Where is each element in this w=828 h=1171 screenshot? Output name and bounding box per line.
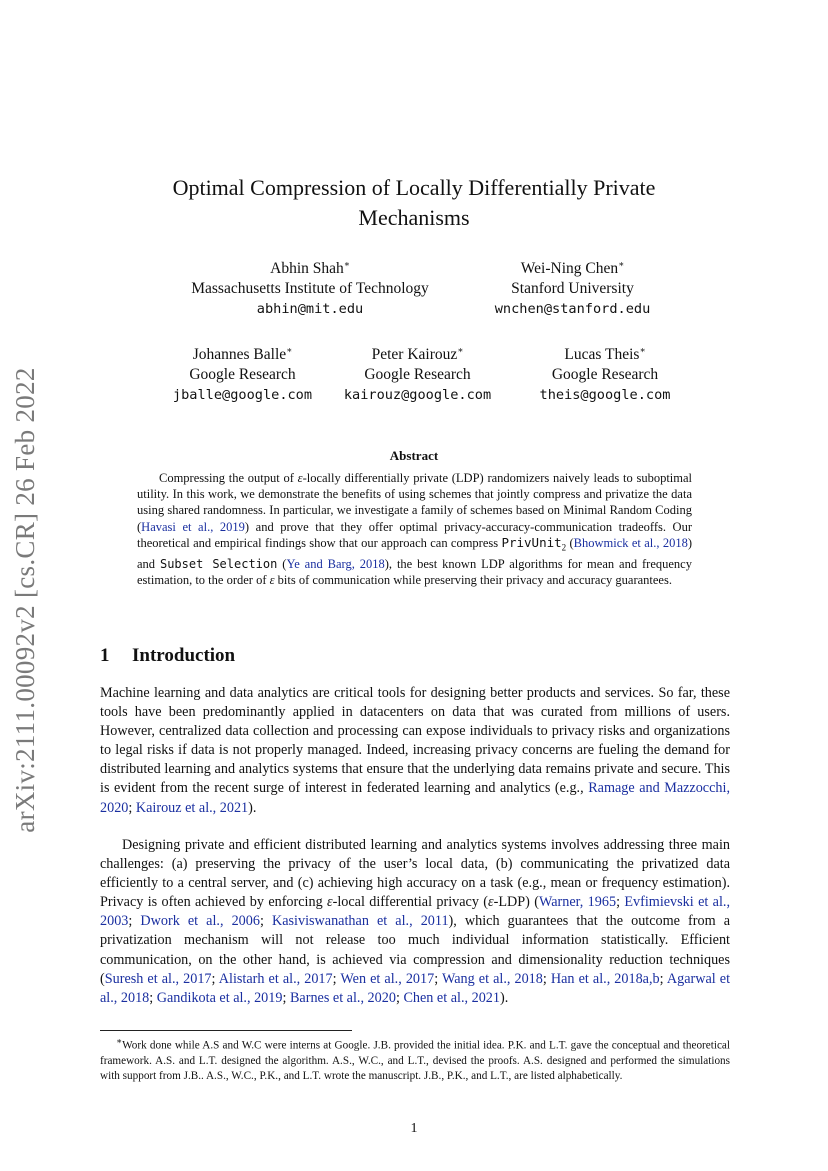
abstract-text: Compressing the output of [159, 471, 298, 485]
section-heading [100, 645, 235, 667]
citation-link[interactable]: Suresh et al., 2017 [104, 970, 212, 987]
citation-link[interactable]: Kairouz et al., 2021 [135, 799, 249, 816]
author-block [470, 254, 675, 319]
epsilon-symbol: ε [269, 572, 275, 587]
author-email[interactable]: kairouz@google.com [343, 387, 492, 404]
body-text: Machine learning and data analytics are critical tools for designing better products and services. So far, these tools have been predominantly applied in datacenters on data that was curated from millions of users. However, centralized data collection and processing can expose individuals to privacy risks and organizations to legal risks if data is not properly managed. Indeed, increasing privacy concerns are fueling the demand for distributed learning and analytics systems that ensure that the underlying data remains private and secure. This is evident from the recent surge of interest in federated learning and analytics (e.g., [100, 685, 730, 797]
body-text: ), which guarantees that the outcome from a privatization mechanism will not release too much individual information statistically. Efficient communication, on the other hand, is achieved via compression and dimensionality reduction techniques ( [100, 913, 730, 987]
citation-separator: ; [149, 989, 157, 1006]
body-paragraph [100, 684, 730, 818]
section-title: Introduction [132, 645, 236, 666]
body-text: -local differential privacy ( [332, 894, 489, 911]
author-mark: ∗ [286, 345, 293, 355]
abstract-text: ) and prove that they offer optimal privacy-accuracy-communication tradeoffs. Our theoretical and empirical findings show that our approach can compress [137, 519, 692, 550]
citation-separator: ; [128, 799, 136, 816]
citation-link[interactable]: Kasiviswanathan et al., 2011 [271, 913, 449, 930]
abstract-text: ) and [137, 535, 692, 571]
author-block [160, 254, 460, 319]
paper-title: Optimal Compression of Locally Differentially Private Mechanisms [172, 175, 656, 230]
author-affiliation: Google Research [551, 366, 659, 384]
author-affiliation: Google Research [364, 366, 471, 384]
author-mark: ∗ [457, 345, 464, 355]
author-email[interactable]: wnchen@stanford.edu [494, 301, 651, 318]
abstract-text: bits of communication while preserving their privacy and accuracy guarantees. [274, 572, 672, 587]
footnote-text: Work done while A.S and W.C were interns at Google. J.B. provided the initial idea. P.K. and L.T. gave the conceptual and theoretical framework. A.S. and L.T. designed the algorithm. A.S., W.C., and L.T., devised the proofs. A.S. designed and performed the simulations with support from J.B.. A.S., W.C., P.K., and L.T. wrote the manuscript. J.B., P.K., and L.T., are listed alphabetically. [100, 1039, 730, 1083]
citation-separator: ; [259, 913, 272, 930]
footnote [100, 1034, 730, 1085]
author-name: Abhin Shah [270, 260, 344, 278]
body-text: -LDP) ( [493, 894, 539, 911]
page-number: 1 [410, 1121, 418, 1136]
body-text: Designing private and efficient distributed learning and analytics systems involves addressing three main challenges: (a) preserving the privacy of the user’s local data, (b) communicating the privatized data efficiently to a central server, and (c) achieving high accuracy on a task (e.g., mean or frequency estimation). Privacy is often achieved by enforcing [100, 837, 730, 911]
citation-link[interactable]: Barnes et al., 2020 [289, 989, 396, 1006]
author-mark: ∗ [639, 345, 646, 355]
body-text: ). [248, 799, 257, 816]
body-paragraph [100, 836, 730, 1008]
citation-link[interactable]: Bhowmick et al., 2018 [573, 535, 688, 550]
abstract-paragraph [137, 470, 692, 588]
method-subscript: 2 [561, 542, 567, 553]
author-email[interactable]: jballe@google.com [172, 387, 313, 404]
citation-separator: ; [616, 894, 625, 911]
citation-separator: ; [211, 970, 219, 987]
abstract-text: ( [277, 556, 287, 571]
citation-link[interactable]: Ramage and Mazzocchi, 2020 [100, 780, 730, 816]
citation-link[interactable]: Wang et al., 2018 [441, 970, 543, 987]
arxiv-identifier: arXiv:2111.00092v2 [cs.CR] 26 Feb 2022 [10, 367, 40, 833]
citation-separator: ; [434, 970, 442, 987]
citation-link[interactable]: Han et al., 2018a,b [550, 970, 660, 987]
citation-link[interactable]: Dwork et al., 2006 [140, 913, 260, 930]
citation-separator: ; [659, 970, 667, 987]
author-name: Johannes Balle [192, 346, 287, 364]
author-block [145, 340, 340, 405]
method-name: Subset Selection [159, 556, 278, 571]
citation-separator: ; [282, 989, 290, 1006]
citation-separator: ; [332, 970, 341, 987]
author-email[interactable]: theis@google.com [539, 387, 671, 404]
citation-separator: ; [128, 913, 141, 930]
abstract-body [137, 470, 692, 588]
citation-link[interactable]: Wen et al., 2017 [340, 970, 435, 987]
citation-link[interactable]: Warner, 1965 [538, 894, 617, 911]
citation-link[interactable]: Agarwal et al., 2018 [100, 970, 731, 1006]
author-affiliation: Google Research [189, 366, 296, 384]
author-email[interactable]: abhin@mit.edu [256, 301, 364, 318]
author-block [325, 340, 510, 405]
footnote-mark: ∗ [116, 1036, 123, 1046]
author-affiliation: Massachusetts Institute of Technology [191, 280, 429, 298]
citation-separator: ; [542, 970, 551, 987]
abstract-text: ( [566, 535, 574, 550]
body-text: ). [499, 989, 509, 1006]
author-name: Lucas Theis [564, 346, 640, 364]
method-name: PrivUnit [501, 534, 562, 550]
citation-link[interactable]: Chen et al., 2021 [403, 989, 500, 1006]
epsilon-symbol: ε [297, 471, 303, 485]
citation-link[interactable]: Gandikota et al., 2019 [156, 989, 283, 1006]
citation-link[interactable]: Alistarh et al., 2017 [218, 970, 333, 987]
author-mark: ∗ [343, 259, 350, 269]
section-number: 1 [100, 645, 110, 666]
author-mark: ∗ [618, 259, 625, 269]
author-name: Peter Kairouz [371, 346, 458, 364]
epsilon-symbol: ε [327, 894, 333, 911]
author-affiliation: Stanford University [511, 280, 634, 298]
abstract-text: -locally differentially private (LDP) randomizers naively leads to suboptimal utility. In this work, we demonstrate the benefits of using schemes that jointly compress and privatize the data using shared randomness. In particular, we investigate a family of schemes based on Minimal Random Coding ( [137, 471, 693, 534]
abstract-text: ), the best known LDP algorithms for mean and frequency estimation, to the order of [137, 556, 692, 587]
citation-link[interactable]: Ye and Barg, 2018 [286, 556, 385, 571]
citation-link[interactable]: Havasi et al., 2019 [141, 519, 245, 534]
citation-link[interactable]: Evfimievski et al., 2003 [100, 894, 730, 930]
footnote-rule [100, 1030, 352, 1031]
epsilon-symbol: ε [488, 894, 494, 911]
author-name: Wei-Ning Chen [520, 260, 619, 278]
author-block [515, 340, 695, 405]
citation-separator: ; [395, 989, 404, 1006]
abstract-heading: Abstract [389, 448, 439, 463]
